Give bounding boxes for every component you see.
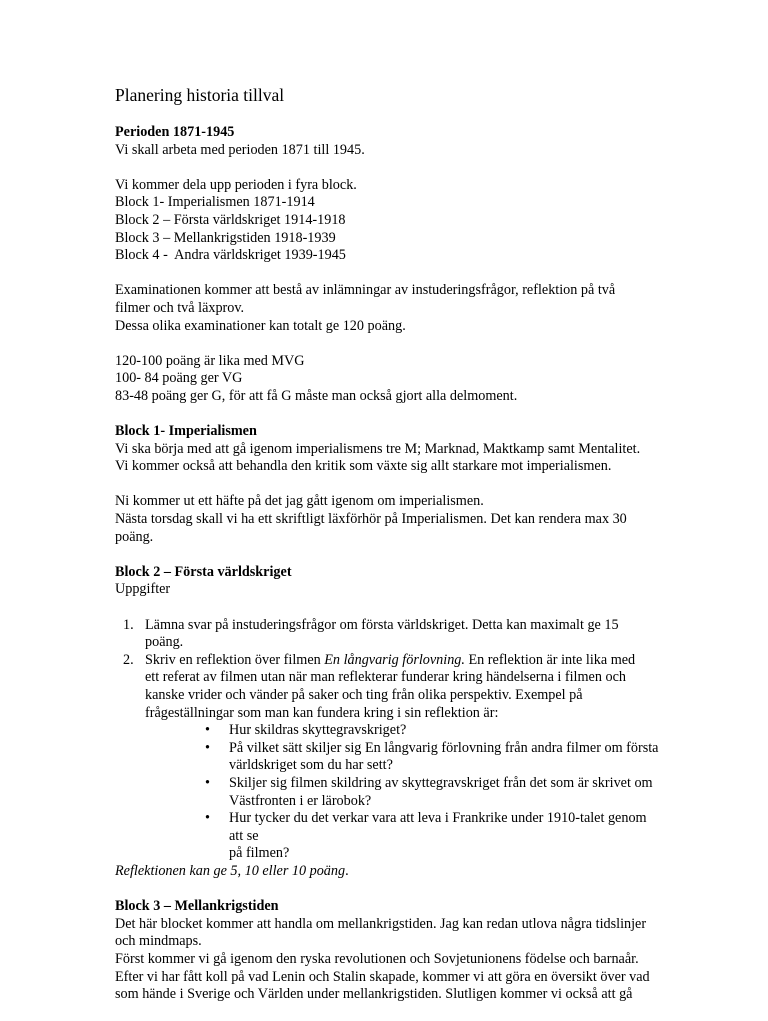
bullet-text: Hur skildras skyttegravskriget? [229, 722, 407, 739]
bullet-icon: • [205, 739, 210, 756]
block1-text-line: Vi kommer också att behandla den kritik som växte sig allt starkare mot imperialismen. [115, 458, 612, 475]
list-item [115, 652, 660, 863]
bullet-icon: • [205, 810, 210, 827]
block-list-item-2: Block 2 – Första världskriget 1914-1918 [115, 211, 346, 228]
bullet-text: på filmen? [229, 845, 290, 862]
bullet-item [145, 740, 660, 775]
block2-heading: Block 2 – Första världskriget [115, 563, 292, 580]
bullet-text: Västfronten i er lärobok? [229, 792, 372, 809]
block3-heading: Block 3 – Mellankrigstiden [115, 898, 279, 915]
grades-section [115, 353, 660, 406]
bullet-item [145, 775, 660, 810]
bullet-icon: • [205, 722, 210, 739]
block3-text-line: Först kommer vi gå igenom den ryska revolutionen och Sovjetunionens födelse och barnaår. [115, 950, 639, 967]
bullet-text: världskriget som du har sett? [229, 757, 393, 774]
block1-text-line: Nästa torsdag skall vi ha ett skriftligt läxförhör på Imperialismen. Det kan rendera max 30 [115, 511, 627, 528]
bullet-text: På vilket sätt skiljer sig En långvarig förlovning från andra filmer om första [229, 739, 659, 756]
block1-booklet-section [115, 493, 660, 546]
grade-line-mvg: 120-100 poäng är lika med MVG [115, 352, 305, 369]
block-list-item-3: Block 3 – Mellankrigstiden 1918-1939 [115, 229, 336, 246]
block3-text-line: och mindmaps. [115, 933, 202, 950]
document-title: Planering historia tillval [115, 85, 285, 105]
period-text: Vi skall arbeta med perioden 1871 till 1945. [115, 141, 365, 158]
task-text: En reflektion är inte lika med [464, 651, 636, 668]
task-text-line: Lämna svar på instuderingsfrågor om första världskriget. Detta kan maximalt ge 15 [145, 616, 619, 633]
bullet-item [145, 722, 660, 740]
examination-line: Dessa olika examinationer kan totalt ge 120 poäng. [115, 317, 406, 334]
block2-section [115, 564, 660, 599]
block3-text-line: Efter vi har fått koll på vad Lenin och Stalin skapade, kommer vi att göra en översikt över vad [115, 968, 650, 985]
grade-line-g: 83-48 poäng ger G, för att få G måste man också gjort alla delmoment. [115, 387, 518, 404]
reflection-points-note [115, 863, 660, 881]
blocks-intro-line: Vi kommer dela upp perioden i fyra block. [115, 176, 357, 193]
block-list-item-4: Block 4 - Andra världskriget 1939-1945 [115, 247, 346, 264]
task-text-line: ett referat av filmen utan när man reflekterar funderar kring händelserna i filmen och [145, 669, 626, 686]
note-text: Reflektionen kan ge 5, 10 eller 10 poäng [115, 862, 346, 879]
block3-text-line: som hände i Sverige och Världen under mellankrigstiden. Slutligen kommer vi också att gå [115, 986, 633, 1003]
bullet-text: Skiljer sig filmen skildring av skyttegravskriget från det som är skrivet om [229, 774, 653, 791]
reflection-question-list [145, 722, 660, 863]
block2-tasks-label: Uppgifter [115, 581, 171, 598]
task-text-line: frågeställningar som man kan fundera kring i sin reflektion är: [145, 704, 499, 721]
blocks-intro-section [115, 177, 660, 265]
list-number: 1. [123, 616, 134, 633]
task-text-line: kanske vrider och vänder på saker och ting från olika perspektiv. Exempel på [145, 687, 583, 703]
block3-text-line: Det här blocket kommer att handla om mellankrigstiden. Jag kan redan utlova några tidslinjer [115, 915, 647, 932]
bullet-text: Hur tycker du det verkar vara att leva i Frankrike under 1910-talet genom att se [229, 810, 647, 844]
block1-section [115, 423, 660, 476]
block2-task-list [115, 617, 660, 863]
list-number: 2. [123, 651, 134, 668]
bullet-icon: • [205, 774, 210, 791]
task-text: Skriv en reflektion över filmen [145, 651, 325, 668]
block1-heading: Block 1- Imperialismen [115, 423, 257, 440]
note-end: . [345, 862, 349, 879]
block-list-item-1: Block 1- Imperialismen 1871-1914 [115, 194, 315, 211]
film-title: En långvarig förlovning. [324, 651, 465, 668]
task-text-line [145, 652, 660, 670]
block1-text-line: Ni kommer ut ett häfte på det jag gått igenom om imperialismen. [115, 493, 484, 510]
document-page [115, 84, 660, 1021]
task-text-line: poäng. [145, 634, 184, 651]
list-item [115, 617, 660, 652]
examination-section [115, 282, 660, 335]
block1-text-line: Vi ska börja med att gå igenom imperialismens tre M; Marknad, Maktkamp samt Mentalitet. [115, 440, 641, 457]
period-heading: Perioden 1871-1945 [115, 124, 235, 140]
examination-line: Examinationen kommer att bestå av inlämningar av instuderingsfrågor, reflektion på två [115, 282, 616, 299]
examination-line: filmer och två läxprov. [115, 299, 245, 316]
block3-section [115, 898, 660, 1004]
block1-text-line: poäng. [115, 528, 154, 545]
grade-line-vg: 100- 84 poäng ger VG [115, 370, 243, 387]
period-section [115, 124, 660, 159]
bullet-item [145, 810, 660, 863]
